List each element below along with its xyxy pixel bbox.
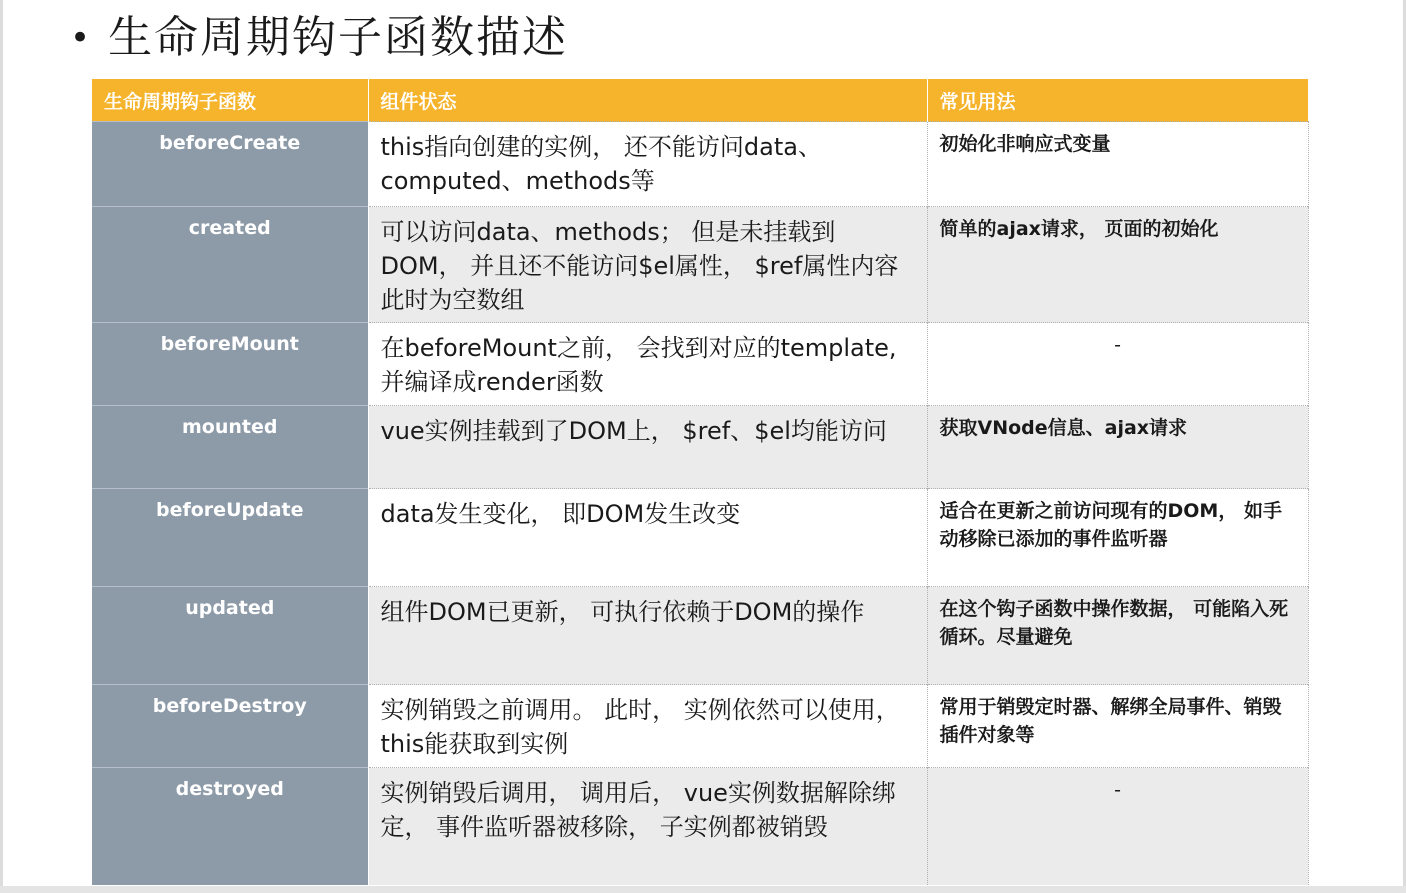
hook-name: beforeMount <box>92 323 368 406</box>
component-state: 实例销毁之前调用。 此时， 实例依然可以使用， this能获取到实例 <box>368 685 927 768</box>
bottom-strip <box>0 886 1406 893</box>
slide-title <box>70 6 568 70</box>
table-row <box>92 207 1308 323</box>
table-row <box>92 768 1308 885</box>
title-text: 生命周期钩子函数描述 <box>108 12 569 63</box>
common-usage: - <box>927 768 1308 885</box>
header-state: 组件状态 <box>368 79 927 122</box>
header-usage: 常见用法 <box>927 79 1308 122</box>
component-state: vue实例挂载到了DOM上， $ref、$el均能访问 <box>368 406 927 489</box>
common-usage: 在这个钩子函数中操作数据， 可能陷入死循环。尽量避免 <box>927 587 1308 685</box>
component-state: data发生变化， 即DOM发生改变 <box>368 489 927 587</box>
hook-name: updated <box>92 587 368 685</box>
hook-name: mounted <box>92 406 368 489</box>
header-hook: 生命周期钩子函数 <box>92 79 368 122</box>
hook-name: beforeDestroy <box>92 685 368 768</box>
common-usage: - <box>927 323 1308 406</box>
table-row <box>92 489 1308 587</box>
common-usage: 适合在更新之前访问现有的DOM， 如手动移除已添加的事件监听器 <box>927 489 1308 587</box>
bullet-icon: • <box>70 18 91 58</box>
common-usage: 获取VNode信息、ajax请求 <box>927 406 1308 489</box>
table-row <box>92 323 1308 406</box>
common-usage: 初始化非响应式变量 <box>927 122 1308 207</box>
hook-name: beforeCreate <box>92 122 368 207</box>
component-state: 可以访问data、methods； 但是未挂载到DOM， 并且还不能访问$el属性， $ref属性内容此时为空数组 <box>368 207 927 323</box>
left-edge <box>0 0 3 893</box>
component-state: 在beforeMount之前， 会找到对应的template,并编译成render函数 <box>368 323 927 406</box>
table-header-row <box>92 79 1308 122</box>
hook-name: beforeUpdate <box>92 489 368 587</box>
component-state: this指向创建的实例， 还不能访问data、computed、methods等 <box>368 122 927 207</box>
hook-name: destroyed <box>92 768 368 885</box>
table-row <box>92 685 1308 768</box>
table-row <box>92 406 1308 489</box>
table-row <box>92 587 1308 685</box>
table-row <box>92 122 1308 207</box>
common-usage: 简单的ajax请求， 页面的初始化 <box>927 207 1308 323</box>
component-state: 组件DOM已更新， 可执行依赖于DOM的操作 <box>368 587 927 685</box>
hook-name: created <box>92 207 368 323</box>
component-state: 实例销毁后调用， 调用后， vue实例数据解除绑定， 事件监听器被移除， 子实例都被销毁 <box>368 768 927 885</box>
lifecycle-table <box>92 79 1309 885</box>
common-usage: 常用于销毁定时器、解绑全局事件、销毁插件对象等 <box>927 685 1308 768</box>
